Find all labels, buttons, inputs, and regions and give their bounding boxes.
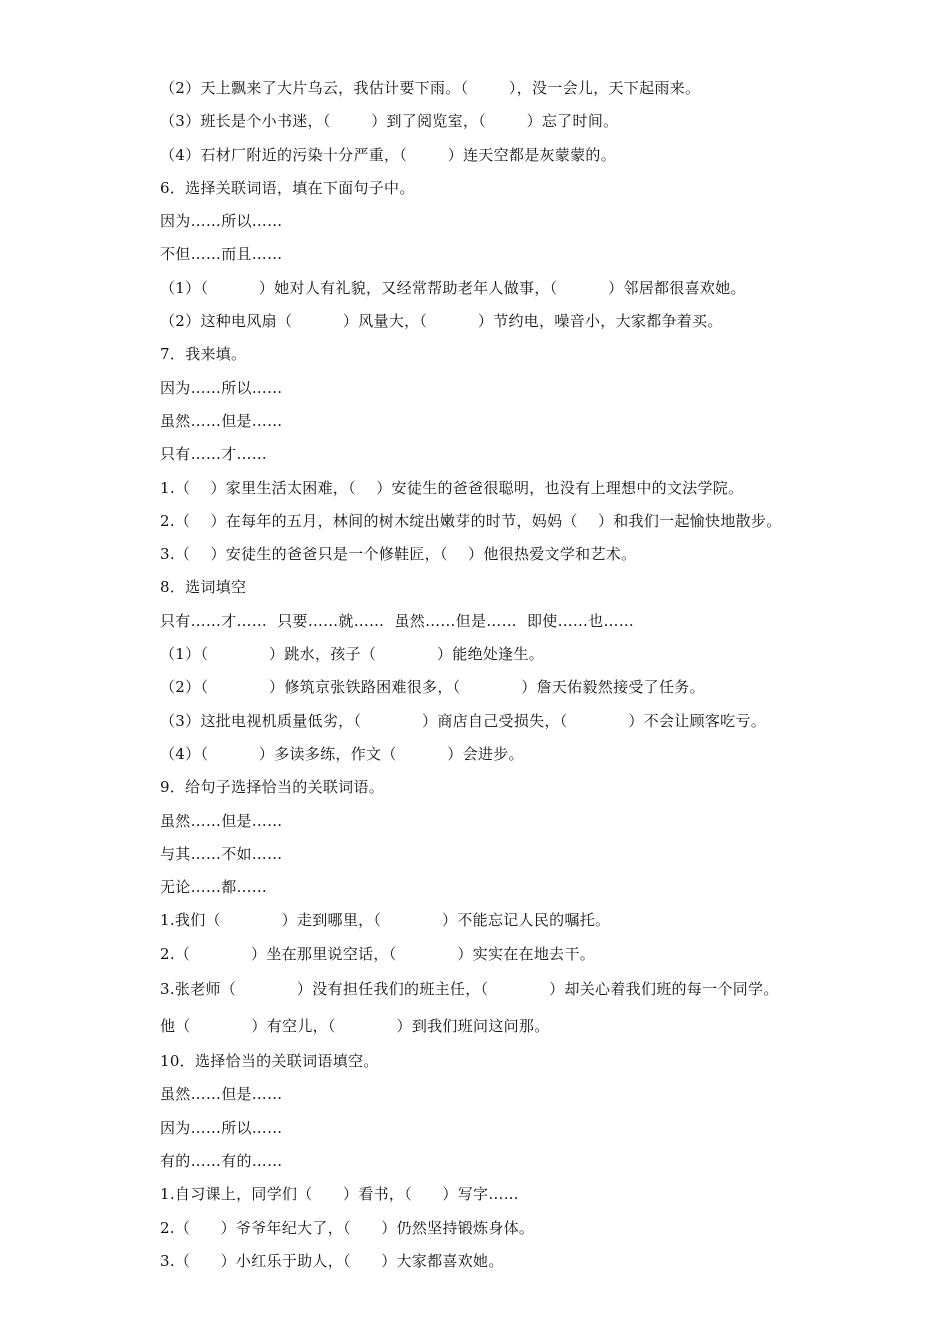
question-6-item-2: （2）这种电风扇（ ）风量大，（ ）节约电，噪音小，大家都争着买。: [160, 312, 723, 331]
question-7-item-3: 3.（ ）安徒生的爸爸只是一个修鞋匠，（ ）他很热爱文学和艺术。: [160, 545, 637, 564]
question-6-heading: 6．选择关联词语，填在下面句子中。: [160, 178, 415, 197]
question-5-item-4: （4）石材厂附近的污染十分严重，（ ）连天空都是灰蒙蒙的。: [160, 145, 616, 164]
question-8-item-2: （2）（ ）修筑京张铁路困难很多，（ ）詹天佑毅然接受了任务。: [160, 678, 705, 697]
question-10-item-2: 2.（ ）爷爷年纪大了，（ ）仍然坚持锻炼身体。: [160, 1218, 535, 1237]
question-7-item-2: 2.（ ）在每年的五月，林间的树木绽出嫩芽的时节，妈妈（ ）和我们一起愉快地散步。: [160, 511, 782, 530]
question-8-item-1: （1）（ ）跳水，孩子（ ）能绝处逢生。: [160, 645, 545, 664]
question-9-item-3: 3.张老师（ ）没有担任我们的班主任，（ ）却关心着我们班的每一个同学。: [160, 980, 779, 999]
question-6-item-1: （1）（ ）她对人有礼貌，又经常帮助老年人做事，（ ）邻居都很喜欢她。: [160, 278, 746, 297]
question-9-option-3: 无论……都……: [160, 878, 268, 897]
question-8-options: 只有……才…… 只要……就…… 虽然……但是…… 即使……也……: [160, 611, 635, 630]
question-6-option-2: 不但……而且……: [160, 245, 283, 264]
question-9-option-2: 与其……不如……: [160, 844, 283, 863]
question-7-option-2: 虽然……但是……: [160, 411, 283, 430]
question-9-heading: 9．给句子选择恰当的关联词语。: [160, 778, 385, 797]
question-10-option-1: 虽然……但是……: [160, 1085, 283, 1104]
question-8-item-4: （4）（ ）多读多练，作文（ ）会进步。: [160, 744, 524, 763]
question-9-item-2: 2.（ ）坐在那里说空话，（ ）实实在在地去干。: [160, 944, 596, 963]
question-10-item-1: 1.自习课上，同学们（ ）看书，（ ）写字……: [160, 1185, 519, 1204]
question-10-option-2: 因为……所以……: [160, 1118, 283, 1137]
question-7-option-1: 因为……所以……: [160, 378, 283, 397]
question-5-item-3: （3）班长是个小书迷，（ ）到了阅览室，（ ）忘了时间。: [160, 112, 619, 131]
question-9-option-1: 虽然……但是……: [160, 811, 283, 830]
document-content: [160, 72, 840, 1278]
question-9-item-4: 他（ ）有空儿，（ ）到我们班问这问那。: [160, 1017, 550, 1036]
question-7-heading: 7．我来填。: [160, 345, 247, 364]
question-10-item-3: 3.（ ）小红乐于助人，（ ）大家都喜欢她。: [160, 1251, 504, 1270]
question-7-option-3: 只有……才……: [160, 445, 268, 464]
question-8-item-3: （3）这批电视机质量低劣，（ ）商店自己受损失，（ ）不会让顾客吃亏。: [160, 711, 767, 730]
question-9-item-1: 1.我们（ ）走到哪里，（ ）不能忘记人民的嘱托。: [160, 911, 611, 930]
question-8-heading: 8．选词填空: [160, 578, 247, 597]
question-7-item-1: 1.（ ）家里生活太困难，（ ）安徒生的爸爸很聪明，也没有上理想中的文法学院。: [160, 478, 744, 497]
question-10-option-3: 有的……有的……: [160, 1151, 283, 1170]
question-6-option-1: 因为……所以……: [160, 212, 283, 231]
question-5-item-2: （2）天上飘来了大片乌云，我估计要下雨。（ ），没一会儿，天下起雨来。: [160, 79, 701, 97]
question-10-heading: 10．选择恰当的关联词语填空。: [160, 1052, 379, 1071]
